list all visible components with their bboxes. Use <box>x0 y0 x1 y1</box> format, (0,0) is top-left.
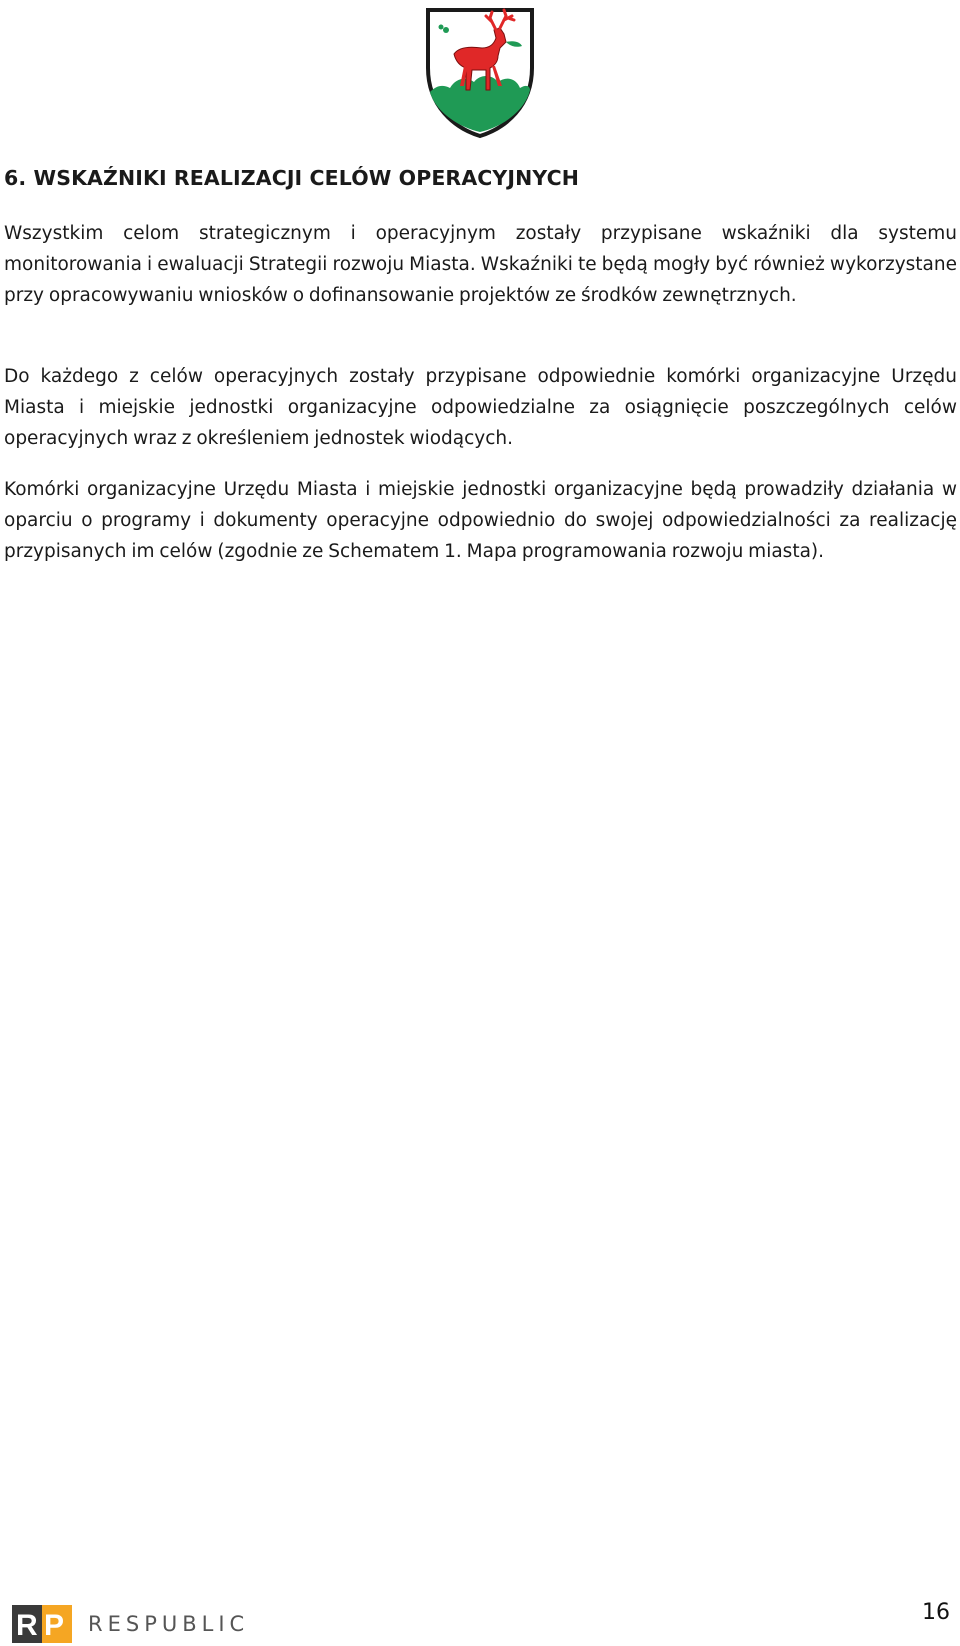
svg-text:R: R <box>16 1609 38 1642</box>
svg-text:P: P <box>44 1609 65 1642</box>
respublic-logo-icon <box>12 1605 72 1643</box>
paragraph-3: Komórki organizacyjne Urzędu Miasta i miejskie jednostki organizacyjne będą prowadziły działania w oparciu o programy i dokumenty operacyjne odpowiednio do swojej odpowiedzialności za realizację przypisanych im celów (zgodnie ze Schematem 1. Mapa programowania rozwoju miasta). <box>4 479 957 562</box>
paragraph-2: Do każdego z celów operacyjnych zostały przypisane odpowiednie komórki organizacyjne Urzędu Miasta i miejskie jednostki organizacyjne odpowiedzialne za osiągnięcie poszczególnych celów operacyjnych wraz z określeniem jednostek wiodących. <box>4 366 957 449</box>
section-heading: 6. WSKAŹNIKI REALIZACJI CELÓW OPERACYJNYCH <box>4 166 579 190</box>
page-number: 16 <box>922 1600 950 1625</box>
city-coat-of-arms-icon <box>420 4 540 140</box>
footer-brand: RESPUBLIC <box>88 1612 250 1636</box>
paragraph-1: Wszystkim celom strategicznym i operacyjnym zostały przypisane wskaźniki dla systemu monitorowania i ewaluacji Strategii rozwoju Miasta. Wskaźniki te będą mogły być również wykorzystane przy opracowywaniu wniosków o dofinansowanie projektów ze środków zewnętrznych. <box>4 223 957 306</box>
